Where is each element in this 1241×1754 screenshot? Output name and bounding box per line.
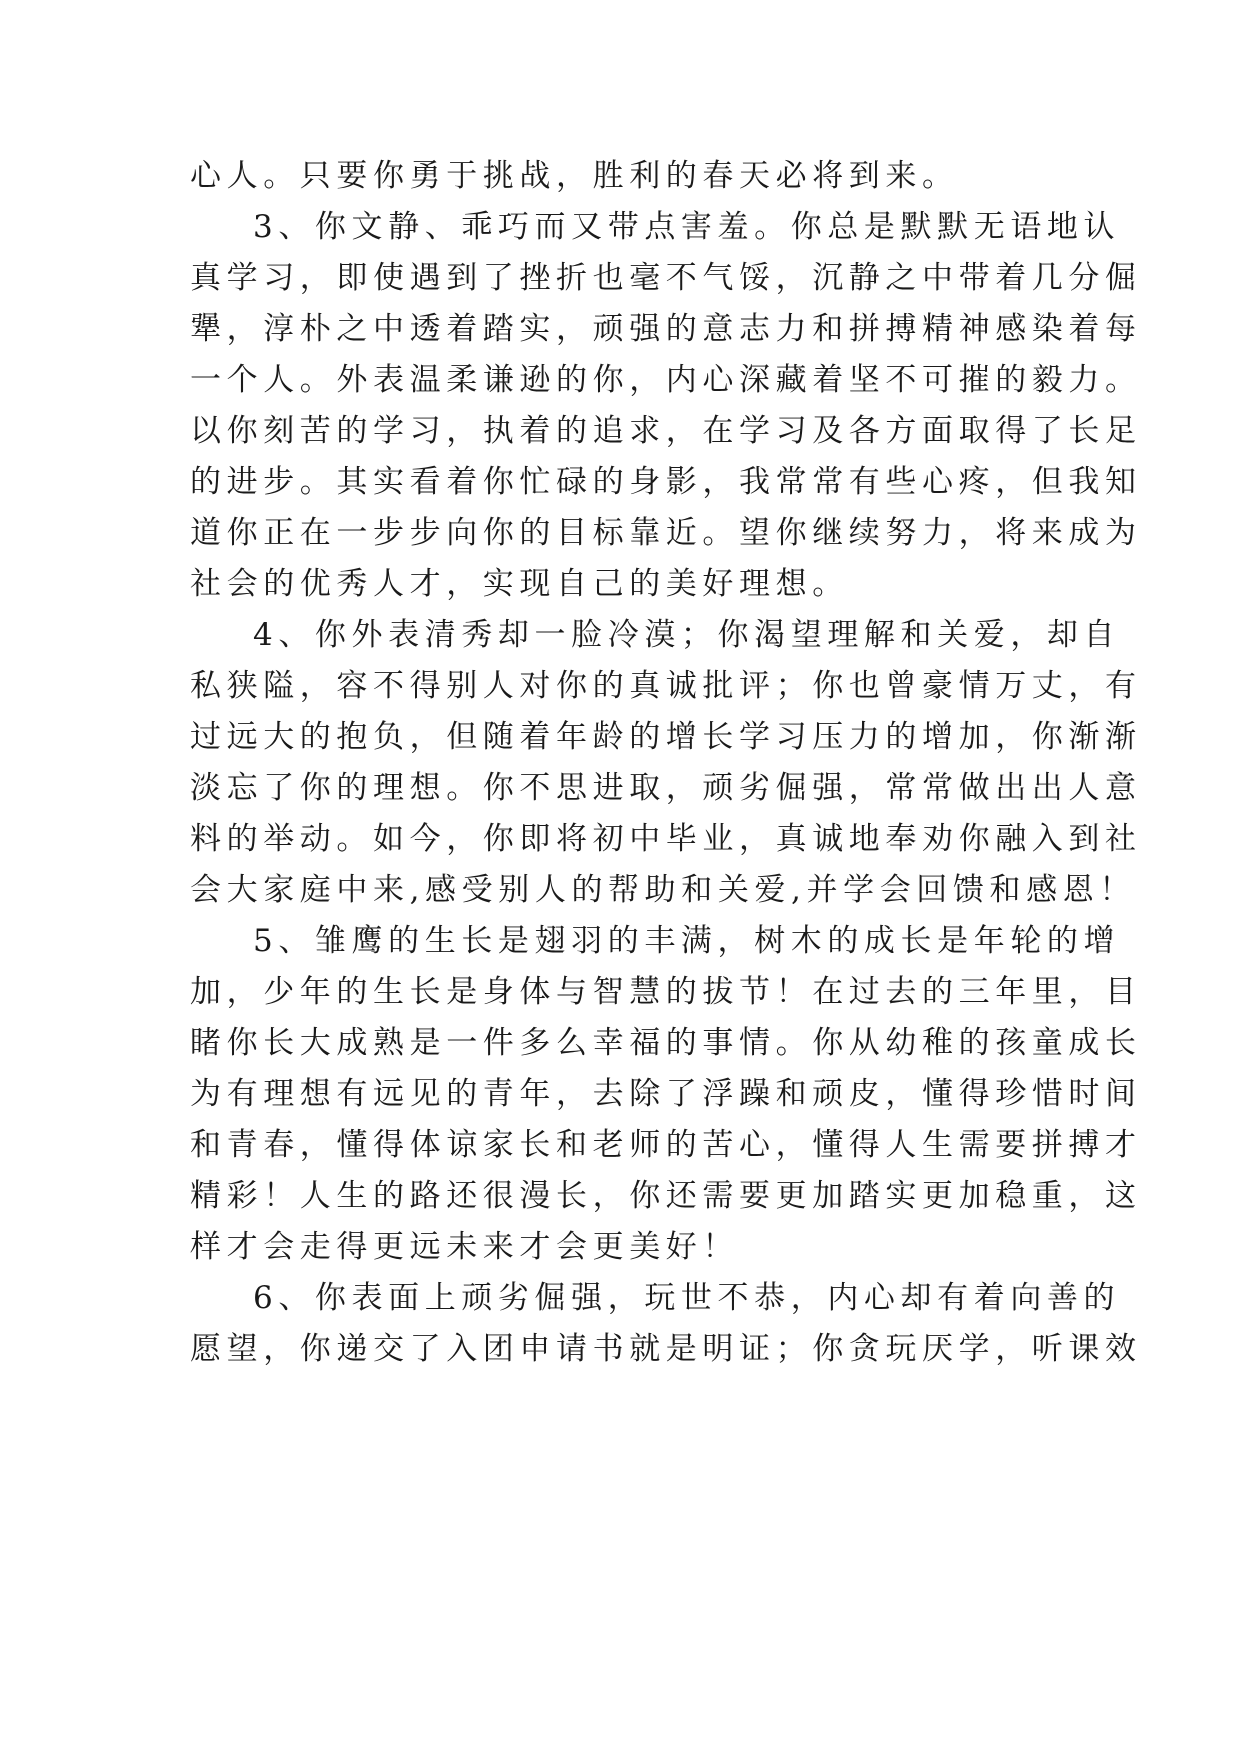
text-line: 和青春，懂得体谅家长和老师的苦心，懂得人生需要拼搏才 [190, 1127, 1142, 1163]
text-line: 以你刻苦的学习，执着的追求，在学习及各方面取得了长足 [190, 413, 1142, 449]
text-line: 睹你长大成熟是一件多么幸福的事情。你从幼稚的孩童成长 [190, 1025, 1142, 1061]
text-line: 会大家庭中来,感受别人的帮助和关爱,并学会回馈和感恩！ [190, 872, 1136, 908]
paragraph-start-line: 4、你外表清秀却一脸冷漠；你渴望理解和关爱，却自 [253, 617, 1121, 653]
text-line: 的进步。其实看着你忙碌的身影，我常常有些心疼，但我知 [190, 464, 1142, 500]
paragraph-start-line: 6、你表面上顽劣倔强，玩世不恭，内心却有着向善的 [253, 1280, 1121, 1316]
text-line: 心人。只要你勇于挑战，胜利的春天必将到来。 [190, 158, 959, 194]
text-line: 过远大的抱负，但随着年龄的增长学习压力的增加，你渐渐 [190, 719, 1142, 755]
text-line: 精彩！人生的路还很漫长，你还需要更加踏实更加稳重，这 [190, 1178, 1142, 1214]
paragraph-start-line: 3、你文静、乖巧而又带点害羞。你总是默默无语地认 [253, 209, 1121, 245]
text-line: 样才会走得更远未来才会更美好！ [190, 1229, 739, 1265]
text-line: 私狭隘，容不得别人对你的真诚批评；你也曾豪情万丈，有 [190, 668, 1142, 704]
text-line: 料的举动。如今，你即将初中毕业，真诚地奉劝你融入到社 [190, 821, 1142, 857]
paragraph-start-line: 5、雏鹰的生长是翅羽的丰满，树木的成长是年轮的增 [253, 923, 1121, 959]
text-line: 加，少年的生长是身体与智慧的拔节！在过去的三年里，目 [190, 974, 1142, 1010]
text-line: 真学习，即使遇到了挫折也毫不气馁，沉静之中带着几分倔 [190, 260, 1142, 296]
text-line: 犟，淳朴之中透着踏实，顽强的意志力和拼搏精神感染着每 [190, 311, 1142, 347]
text-line: 为有理想有远见的青年，去除了浮躁和顽皮，懂得珍惜时间 [190, 1076, 1142, 1112]
text-line: 一个人。外表温柔谦逊的你，内心深藏着坚不可摧的毅力。 [190, 362, 1142, 398]
text-line: 道你正在一步步向你的目标靠近。望你继续努力，将来成为 [190, 515, 1142, 551]
text-line: 社会的优秀人才，实现自己的美好理想。 [190, 566, 849, 602]
text-line: 愿望，你递交了入团申请书就是明证；你贪玩厌学，听课效 [190, 1331, 1142, 1367]
text-line: 淡忘了你的理想。你不思进取，顽劣倔强，常常做出出人意 [190, 770, 1142, 806]
